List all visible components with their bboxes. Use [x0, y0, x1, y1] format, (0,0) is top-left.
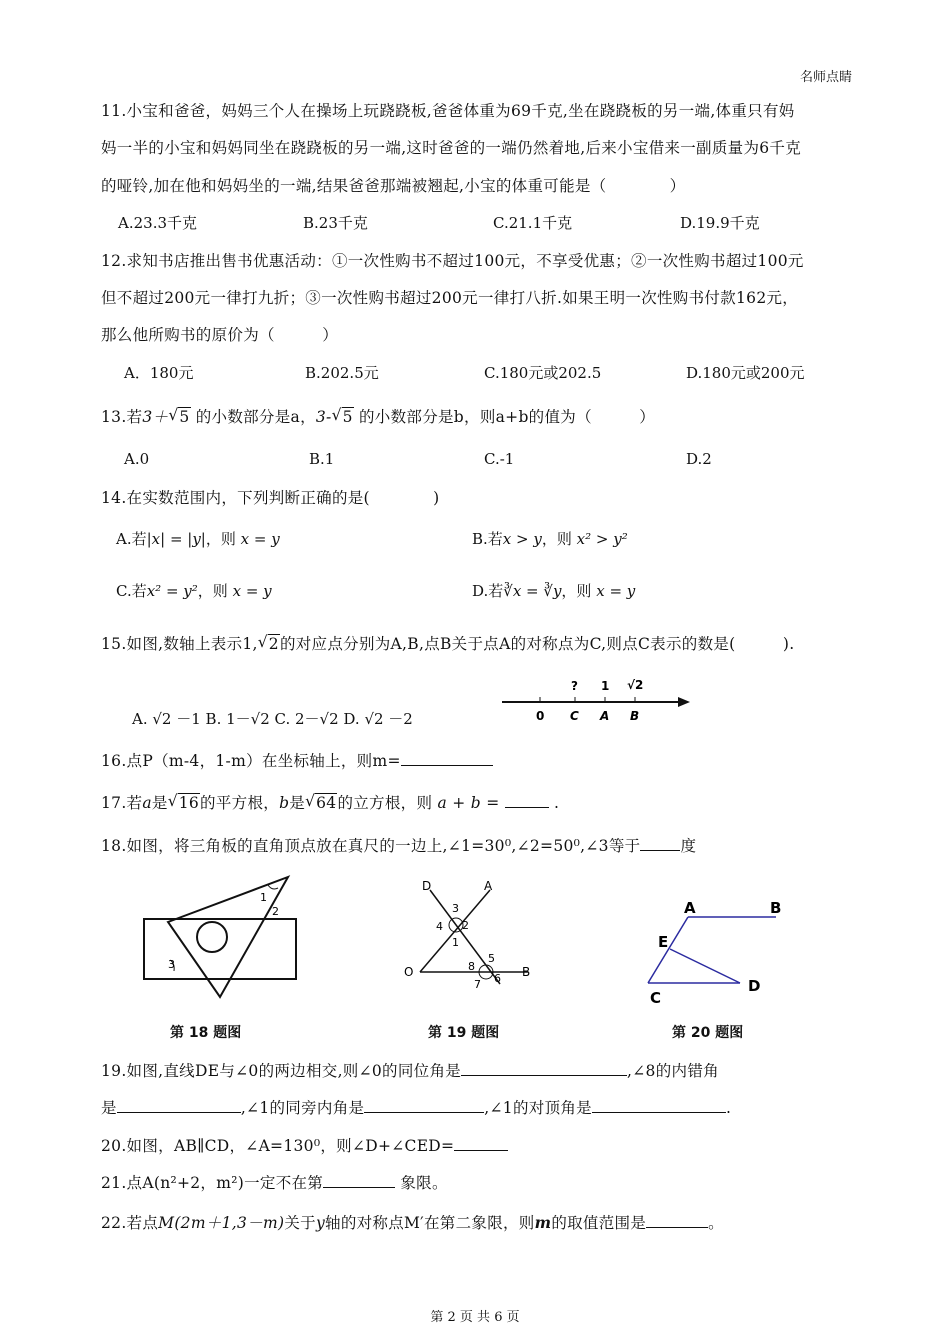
q22-y: y — [315, 1214, 326, 1232]
q14-c-res: x = y — [232, 582, 272, 600]
q18-line — [101, 834, 696, 856]
q14-option-d — [472, 580, 635, 601]
q22-m: m — [534, 1213, 552, 1232]
q18-tail: 度 — [680, 837, 697, 855]
q22-d: 的取值范围是 — [551, 1214, 647, 1232]
q15-radical — [258, 635, 280, 653]
q12-line3: 那么他所购书的原价为（ ） — [101, 326, 339, 344]
page-header-label: 名师点睛 — [799, 70, 852, 85]
q17-t1: 17.若 — [101, 794, 143, 812]
q15-stem-b: 的对应点分别为A,B,点B关于点A的对称点为C,则点C表示的数是( ). — [279, 635, 795, 653]
q13-expr2-int: 3- — [315, 408, 332, 426]
q19-blank1 — [461, 1061, 627, 1076]
figure-18 — [140, 875, 310, 1005]
q22-b: 关于 — [284, 1214, 316, 1232]
q17-t4: 是 — [289, 794, 306, 812]
q15-number-line — [500, 672, 700, 732]
q17-t5: 的立方根，则 — [337, 794, 433, 812]
q14-d-pre: D.若 — [472, 582, 504, 600]
q20-line — [101, 1134, 508, 1156]
q14-d-mid: ，则 — [561, 582, 592, 600]
q11-option-b: B.23千克 — [303, 214, 368, 232]
angle-label-1: 1 — [260, 891, 267, 904]
q13-expr1-radical — [168, 408, 190, 426]
q12-line1: 12.求知书店推出售书优惠活动：①一次性购书不超过100元，不享受优惠；②一次性购书超过100元 — [101, 252, 804, 270]
q12-option-b: B.202.5元 — [305, 364, 379, 382]
q21-line — [101, 1171, 448, 1193]
angle-1-arc — [268, 885, 278, 889]
label-6: 6 — [494, 972, 501, 985]
angle-label-2: 2 — [272, 905, 279, 918]
q13-expr1-int: 3＋ — [142, 408, 169, 426]
q19-l2c: ,∠1的对顶角是 — [484, 1099, 592, 1117]
q19-l1b: ,∠8的内错角 — [627, 1062, 719, 1080]
label-3: 3 — [452, 902, 459, 915]
page-footer: 第 2 页 共 6 页 — [430, 1310, 520, 1325]
q17-line — [101, 791, 559, 813]
q14-b-mid: ，则 — [541, 530, 572, 548]
q13-mid: 的小数部分是a， — [195, 408, 316, 426]
label-1: 1 — [452, 936, 459, 949]
q13-expr2-radical — [332, 408, 354, 426]
label-c: C — [570, 709, 579, 723]
label-zero: 0 — [536, 709, 545, 723]
q15-radicand: 2 — [268, 635, 279, 653]
q14-c-math: x² = y² — [146, 582, 198, 600]
q17-radical2 — [305, 794, 337, 812]
label-D: D — [422, 879, 432, 893]
q20-answer-blank — [454, 1136, 508, 1151]
q11-line2: 妈一半的小宝和妈妈同坐在跷跷板的另一端,这时爸爸的一端仍然着地,后来小宝借来一副质量为6千克 — [101, 139, 802, 157]
q13-expr2-radicand: 5 — [342, 408, 353, 426]
q17-t3: 的平方根， — [200, 794, 280, 812]
q13-post: 的小数部分是b，则a+b的值为（ ） — [359, 408, 656, 426]
label-A: A — [484, 879, 493, 893]
q14-option-a — [116, 528, 280, 549]
q19-blank2 — [117, 1098, 241, 1113]
q13-option-a: A.0 — [124, 450, 150, 468]
q11-option-a: A.23.3千克 — [118, 214, 197, 232]
line-DE — [430, 890, 500, 984]
label-A: A — [684, 899, 696, 917]
q14-stem: 14.在实数范围内，下列判断正确的是( ) — [101, 489, 440, 507]
q11-line3: 的哑铃,加在他和妈妈坐的一端,结果爸爸那端被翘起,小宝的体重可能是（ ） — [101, 177, 686, 195]
q21-a: 21.点A(n²+2，m²)一定不在第 — [101, 1174, 324, 1192]
label-C: C — [650, 989, 662, 1007]
figure-20 — [640, 895, 800, 1005]
label-7: 7 — [474, 978, 481, 991]
label-B: B — [522, 965, 531, 979]
q14-a-pre: A.若 — [116, 530, 147, 548]
q14-a-math: |x| = |y| — [146, 530, 206, 548]
q19-blank3 — [364, 1098, 484, 1113]
q13-option-b: B.1 — [309, 450, 335, 468]
q14-d-math: ∛x = ∛y — [503, 582, 562, 600]
q16-text: 16.点P（m-4，1-m）在坐标轴上，则m= — [101, 752, 401, 770]
q22-line — [101, 1211, 724, 1233]
q13-option-d: D.2 — [686, 450, 712, 468]
angle-label-3: 3 — [168, 958, 175, 971]
label-D: D — [748, 977, 761, 995]
q18-answer-blank — [640, 836, 680, 851]
q14-d-res: x = y — [596, 582, 636, 600]
q16-answer-blank — [401, 751, 493, 766]
figure-19 — [400, 878, 550, 998]
q17-answer-blank — [505, 793, 549, 808]
q13-expr1-radicand: 5 — [179, 408, 190, 426]
label-8: 8 — [468, 960, 475, 973]
q17-t6: . — [553, 794, 560, 812]
q19-l2d: . — [725, 1099, 732, 1117]
q17-b: b — [279, 794, 290, 812]
label-4: 4 — [436, 920, 443, 933]
segment-ED — [670, 949, 740, 983]
figure-20-caption: 第 20 题图 — [672, 1025, 744, 1041]
q11-option-c: C.21.1千克 — [493, 214, 573, 232]
q11-line1: 11.小宝和爸爸，妈妈三个人在操场上玩跷跷板,爸爸体重为69千克,坐在跷跷板的另一端,体重只有妈 — [101, 102, 795, 120]
q12-line2: 但不超过200元一律打九折；③一次性购书超过200元一律打八折.如果王明一次性购书付款162元， — [101, 289, 799, 307]
q19-line2 — [101, 1096, 731, 1118]
q14-b-res: x² > y² — [576, 530, 628, 548]
q13-option-c: C.-1 — [484, 450, 515, 468]
q22-point: M(2m＋1,3－m) — [158, 1214, 285, 1232]
label-O: O — [404, 965, 414, 979]
q19-line1 — [101, 1059, 719, 1081]
q19-l1a: 19.如图,直线DE与∠0的两边相交,则∠0的同位角是 — [101, 1062, 462, 1080]
q12-option-a: A．180元 — [124, 364, 194, 382]
q22-a: 22.若点 — [101, 1214, 159, 1232]
q14-option-b — [472, 528, 628, 549]
q17-radicand2: 64 — [316, 794, 337, 812]
q11-option-d: D.19.9千克 — [680, 214, 760, 232]
q19-l2b: ,∠1的同旁内角是 — [240, 1099, 365, 1117]
q17-a: a — [142, 794, 152, 812]
q21-answer-blank — [323, 1173, 395, 1188]
label-2: 2 — [462, 919, 469, 932]
label-b: B — [630, 709, 640, 723]
q18-text: 18.如图，将三角板的直角顶点放在真尺的一边上,∠1=30⁰,∠2=50⁰,∠3等于 — [101, 837, 641, 855]
label-5: 5 — [488, 952, 495, 965]
q13-pre: 13.若 — [101, 408, 143, 426]
q14-a-res: x = y — [240, 530, 280, 548]
q22-e: 。 — [708, 1214, 724, 1232]
label-a: A — [600, 709, 610, 723]
q14-c-pre: C.若 — [116, 582, 147, 600]
q15-options: A. √2 －1 B. 1－√2 C. 2－√2 D. √2 －2 — [132, 710, 413, 728]
q13-stem — [101, 405, 655, 427]
figure-18-caption: 第 18 题图 — [170, 1025, 242, 1041]
q22-c: 轴的对称点M′在第二象限，则 — [325, 1214, 535, 1232]
q15-stem-a: 15.如图,数轴上表示1, — [101, 635, 258, 653]
label-sqrt2: √2 — [627, 678, 644, 692]
label-E: E — [658, 933, 669, 951]
q12-option-d: D.180元或200元 — [686, 364, 805, 382]
label-B: B — [770, 899, 782, 917]
q14-b-pre: B.若 — [472, 530, 503, 548]
q22-answer-blank — [646, 1213, 708, 1228]
q16-line — [101, 749, 493, 771]
q19-blank4 — [592, 1098, 726, 1113]
q21-b: 象限。 — [400, 1174, 448, 1192]
label-q: ? — [571, 679, 578, 693]
q17-expr: a + b = — [437, 794, 500, 812]
q17-radical1 — [168, 794, 200, 812]
q17-radicand1: 16 — [178, 794, 200, 812]
q14-b-math: x > y — [502, 530, 542, 548]
q20-text: 20.如图，AB∥CD，∠A=130⁰，则∠D+∠CED= — [101, 1137, 455, 1155]
q14-c-mid: ，则 — [197, 582, 228, 600]
board-hole — [197, 922, 227, 952]
axis-arrow — [678, 697, 690, 707]
q14-a-mid: ，则 — [205, 530, 236, 548]
q19-l2a: 是 — [101, 1099, 117, 1117]
q15-stem — [101, 632, 795, 654]
q14-option-c — [116, 580, 272, 601]
figure-19-caption: 第 19 题图 — [428, 1025, 500, 1041]
q12-option-c: C.180元或202.5 — [484, 364, 602, 382]
label-one: 1 — [601, 679, 610, 693]
q17-t2: 是 — [151, 794, 168, 812]
